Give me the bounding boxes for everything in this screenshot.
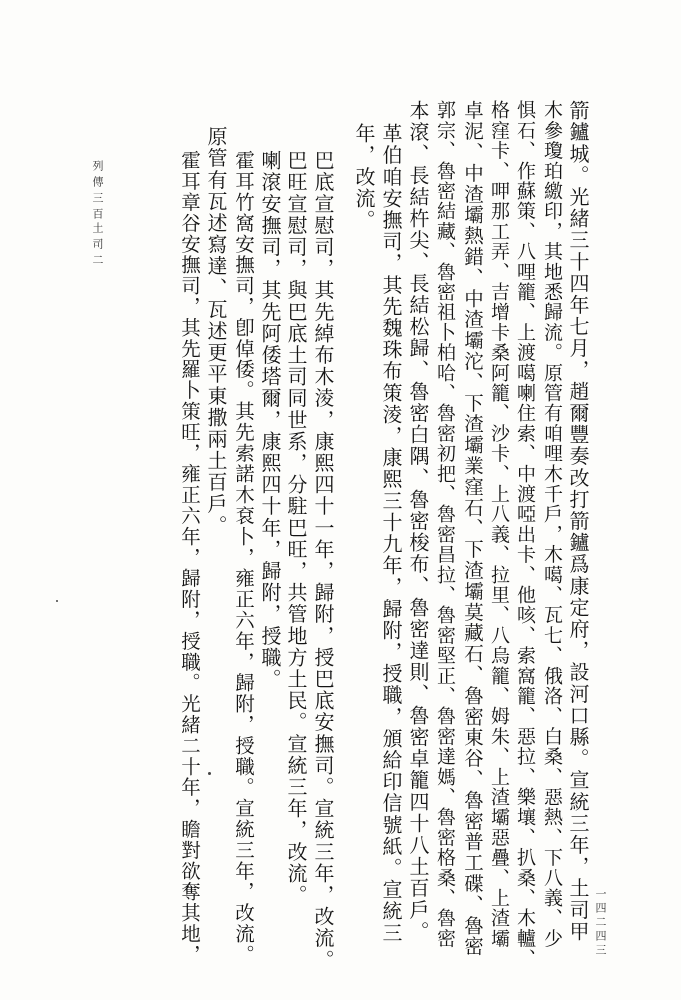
ink-speck	[208, 772, 211, 775]
text-column: 卓泥、中渣壩熱錯、中渣壩沱、下渣壩業窪石、下渣壩莫藏石、魯密東谷、魯密普工碟、魯密	[461, 100, 484, 957]
running-header-juan: 列傳三百	[91, 160, 104, 224]
text-column: 巴旺宣慰司，與巴底土司同世系，分駐巴旺，共管地方土民。宣統三年，改流。	[284, 150, 308, 906]
text-column: 霍耳章谷安撫司，其先羅卜策旺，雍正六年，歸附，授職。光緒二十年，瞻對欲奪其地，	[178, 150, 201, 966]
text-column: 巴底宣慰司，其先綽布木淩，康熙四十一年，歸附，授巴底安撫司。宣統三年，改流。	[311, 150, 335, 971]
text-column: 霍耳竹窩安撫司，卽倬倭。其先索諾木袞卜，雍正六年，歸附，授職。宣統三年，改流。	[232, 150, 255, 966]
text-column: 革伯咱安撫司，其先魏珠布策淩，康熙三十九年，歸附，授職，頒給印信號紙。宣統三	[379, 123, 403, 944]
text-column: 喇滾安撫司，其先阿倭塔爾，康熙四十年，歸附，授職。	[258, 150, 282, 690]
page-number: 一四二四三	[594, 888, 607, 958]
text-column: 格窪卡、呷那工弄、吉增卡桑阿籠、沙卡、上八義、拉里、八烏籠、姆朱、上渣壩惡疊、上渣壩	[488, 100, 510, 949]
text-column: 郭宗、魯密結藏、魯密祖卜柏哈、魯密初把、魯密昌拉、魯密堅正、魯密達媽、魯密格桑、魯密	[434, 100, 456, 949]
text-column: 本滾、長結杵尖、長結松歸、魯密白隅、魯密梭布、魯密達則、魯密卓籠四十八土百戶。	[406, 100, 430, 943]
text-column: 木參瓊珀繳印，其地悉歸流。原管有咱哩木千戶，木噶、瓦七、俄洛、白桑、惡熱、下八義、少	[541, 100, 563, 949]
text-column: 惧石、作蘇策、八哩籠、上渡噶喇住索、中渡啞出卡、他咳、索窩籠、惡拉、樂壤、扒桑、木轤、	[514, 100, 536, 969]
text-column: 原管有瓦述寫達、瓦述更平東撒兩土百戶。	[204, 126, 228, 537]
ink-speck	[56, 600, 58, 602]
text-column: 年，改流。	[352, 123, 376, 231]
text-column: 箭鑪城。光緒三十四年七月，趙爾豐奏改打箭鑪爲康定府，設河口縣。宣統三年，土司甲	[566, 100, 590, 943]
running-header-section: 土司二	[91, 222, 104, 270]
